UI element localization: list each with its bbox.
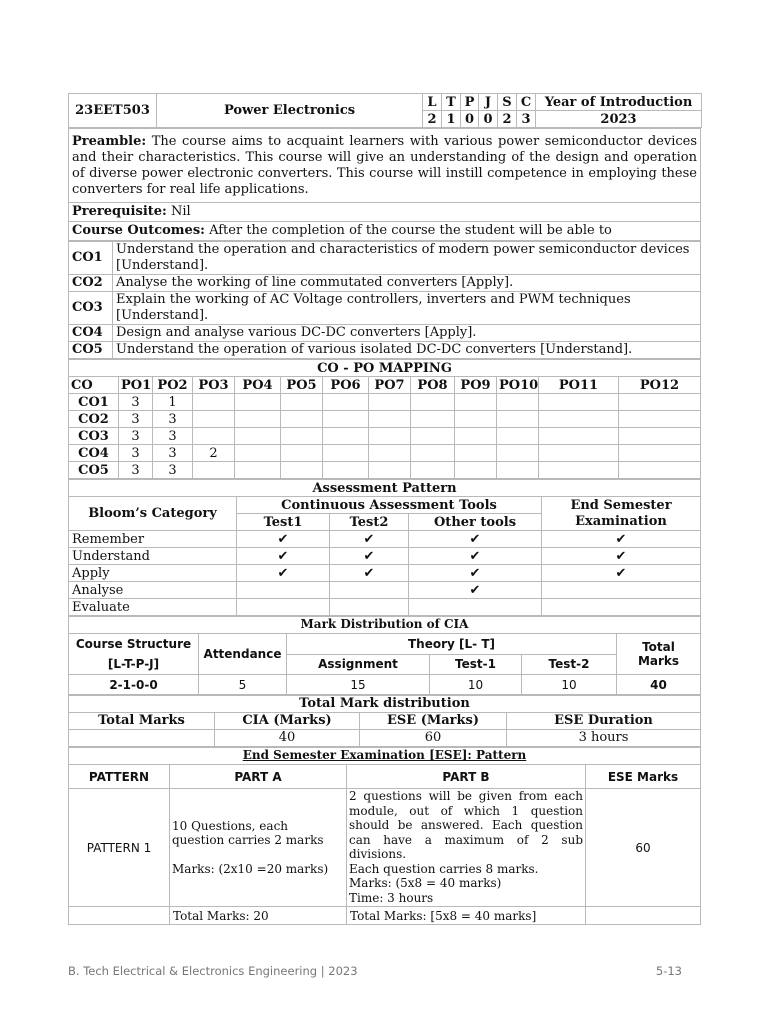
check-mark: ✔ xyxy=(542,548,701,565)
check-mark: ✔ xyxy=(542,565,701,582)
outcome-text: Analyse the working of line commutated converters [Apply]. xyxy=(113,275,701,292)
mapping-title: CO - PO MAPPING xyxy=(69,360,701,377)
total-dist-title: Total Mark distribution xyxy=(69,696,701,713)
pattern-name: PATTERN 1 xyxy=(69,789,170,907)
mapping-cell xyxy=(455,428,497,445)
mapping-cell xyxy=(539,428,619,445)
test1-value: 10 xyxy=(430,675,522,695)
ese-duration-value: 3 hours xyxy=(507,730,701,747)
test1-head: Test-1 xyxy=(430,654,522,675)
mapping-col-head: PO5 xyxy=(281,377,323,394)
outcome-code: CO5 xyxy=(69,342,113,359)
part-b-col-head: PART B xyxy=(347,765,586,789)
year-label: Year of Introduction xyxy=(536,94,702,111)
check-mark xyxy=(237,582,330,599)
prerequisite-label: Prerequisite: xyxy=(72,204,167,219)
prerequisite-text: Nil xyxy=(166,204,191,219)
check-mark: ✔ xyxy=(409,565,542,582)
total-marks-value: 40 xyxy=(617,675,701,695)
check-mark: ✔ xyxy=(542,531,701,548)
outcomes-label: Course Outcomes: xyxy=(72,223,205,238)
test2-value: 10 xyxy=(522,675,617,695)
bloom-category: Evaluate xyxy=(69,599,237,616)
year-value: 2023 xyxy=(536,111,702,128)
part-a-questions: 10 Questions, each question carries 2 marks xyxy=(172,818,324,848)
ltpjsc-head: T xyxy=(442,94,461,111)
bloom-category: Apply xyxy=(69,565,237,582)
mapping-cell xyxy=(539,462,619,479)
mapping-cell xyxy=(497,428,539,445)
part-b-total: Total Marks: [5x8 = 40 marks] xyxy=(347,907,586,925)
page-footer xyxy=(68,964,682,978)
cia-marks-value: 40 xyxy=(215,730,360,747)
ese-marks-col-head: ESE Marks xyxy=(586,765,701,789)
mapping-cell xyxy=(281,462,323,479)
mapping-cell xyxy=(323,462,369,479)
mapping-cell xyxy=(411,428,455,445)
mapping-col-head: PO12 xyxy=(619,377,701,394)
mapping-cell xyxy=(281,394,323,411)
assessment-title: Assessment Pattern xyxy=(69,480,701,497)
ltpjsc-head: C xyxy=(517,94,536,111)
preamble-label: Preamble: xyxy=(72,133,147,149)
mapping-cell: 2 xyxy=(193,445,235,462)
mapping-co-label: CO5 xyxy=(69,462,119,479)
part-b-time: Time: 3 hours xyxy=(349,890,434,905)
course-code: 23EET503 xyxy=(69,94,157,128)
ltpjsc-head: L xyxy=(423,94,442,111)
preamble-text: The course aims to acquaint learners with various power semiconductor devices and their characteristics. This course will give an understanding of the design and operation of diverse power electronic converters. This course will instill competence in employing these converters for real life applications. xyxy=(72,133,697,197)
ltpjsc-head: P xyxy=(461,94,479,111)
mapping-cell xyxy=(539,411,619,428)
assessment-row xyxy=(69,531,701,548)
assessment-row xyxy=(69,582,701,599)
attendance-value: 5 xyxy=(199,675,287,695)
mapping-cell xyxy=(497,462,539,479)
mapping-co-label: CO2 xyxy=(69,411,119,428)
check-mark xyxy=(330,582,409,599)
mapping-row xyxy=(69,394,701,411)
mapping-cell xyxy=(193,428,235,445)
mapping-cell xyxy=(369,428,411,445)
mapping-cell xyxy=(539,394,619,411)
mapping-col-head: PO1 xyxy=(119,377,153,394)
mapping-co-label: CO3 xyxy=(69,428,119,445)
check-mark xyxy=(409,599,542,616)
mapping-cell xyxy=(619,428,701,445)
mapping-cell xyxy=(411,394,455,411)
part-a-col-head: PART A xyxy=(170,765,347,789)
mapping-cell xyxy=(455,394,497,411)
mapping-cell xyxy=(619,411,701,428)
co-po-mapping-table xyxy=(68,359,701,479)
tool-head: Test2 xyxy=(330,514,409,531)
mapping-cell xyxy=(323,428,369,445)
assignment-value: 15 xyxy=(287,675,430,695)
mapping-cell xyxy=(497,445,539,462)
outcome-text: Design and analyse various DC-DC converters [Apply]. xyxy=(113,325,701,342)
mapping-cell xyxy=(411,411,455,428)
ltpjsc-value: 0 xyxy=(479,111,498,128)
total-marks-head: Total Marks xyxy=(617,634,701,675)
assignment-head: Assignment xyxy=(287,654,430,675)
outcome-code: CO4 xyxy=(69,325,113,342)
mapping-cell xyxy=(235,445,281,462)
mapping-row xyxy=(69,428,701,445)
cia-marks-col-head: CIA (Marks) xyxy=(215,713,360,730)
mapping-cell xyxy=(411,462,455,479)
mapping-cell xyxy=(323,445,369,462)
ltpjsc-head: S xyxy=(498,94,517,111)
course-header-table xyxy=(68,93,702,128)
mapping-cell: 3 xyxy=(119,428,153,445)
bloom-category: Remember xyxy=(69,531,237,548)
part-b-marks: Marks: (5x8 = 40 marks) xyxy=(349,876,502,890)
end-semester-head: End Semester Examination xyxy=(542,497,701,531)
outcome-code: CO1 xyxy=(69,242,113,275)
page-number: 5-13 xyxy=(655,964,682,978)
mapping-cell: 3 xyxy=(153,411,193,428)
mapping-cell: 3 xyxy=(119,462,153,479)
theory-head: Theory [L- T] xyxy=(287,634,617,655)
assessment-row xyxy=(69,599,701,616)
mapping-cell xyxy=(619,394,701,411)
ese-pattern-table xyxy=(68,747,701,925)
check-mark: ✔ xyxy=(330,548,409,565)
tool-head: Test1 xyxy=(237,514,330,531)
mapping-cell xyxy=(281,428,323,445)
cia-marks-table xyxy=(68,616,701,695)
mapping-cell: 3 xyxy=(119,411,153,428)
check-mark xyxy=(330,599,409,616)
tool-head: Other tools xyxy=(409,514,542,531)
mapping-col-head: PO7 xyxy=(369,377,411,394)
mapping-cell: 3 xyxy=(153,445,193,462)
ese-title: End Semester Examination [ESE]: Pattern xyxy=(69,748,701,765)
mapping-cell xyxy=(193,462,235,479)
mapping-cell xyxy=(323,394,369,411)
assessment-pattern-table xyxy=(68,479,701,616)
part-b-questions: 2 questions will be given from each module, out of which 1 question should be answered. Each question can have a maximum of 2 sub divisions. xyxy=(349,789,583,861)
check-mark: ✔ xyxy=(237,565,330,582)
mapping-row xyxy=(69,462,701,479)
mapping-cell xyxy=(235,428,281,445)
mapping-col-head: PO4 xyxy=(235,377,281,394)
mapping-cell xyxy=(455,445,497,462)
outcomes-intro: After the completion of the course the student will be able to xyxy=(204,223,612,238)
outcome-text: Explain the working of AC Voltage controllers, inverters and PWM techniques [Understand]. xyxy=(113,292,701,325)
mapping-col-head: PO3 xyxy=(193,377,235,394)
part-b-each: Each question carries 8 marks. xyxy=(349,861,539,876)
mapping-cell xyxy=(235,411,281,428)
mapping-cell xyxy=(323,411,369,428)
ltpjsc-value: 2 xyxy=(498,111,517,128)
mapping-cell xyxy=(369,411,411,428)
mapping-cell xyxy=(411,445,455,462)
outcome-code: CO3 xyxy=(69,292,113,325)
mapping-co-label: CO4 xyxy=(69,445,119,462)
pattern-col-head: PATTERN xyxy=(69,765,170,789)
course-name: Power Electronics xyxy=(157,94,423,128)
ese-marks-value: 60 xyxy=(586,789,701,907)
mapping-cell: 3 xyxy=(153,462,193,479)
check-mark: ✔ xyxy=(237,531,330,548)
outcome-code: CO2 xyxy=(69,275,113,292)
mapping-col-head: PO6 xyxy=(323,377,369,394)
bloom-category: Analyse xyxy=(69,582,237,599)
mapping-col-head: PO10 xyxy=(497,377,539,394)
ltpjsc-value: 3 xyxy=(517,111,536,128)
cia-title: Mark Distribution of CIA xyxy=(69,617,701,634)
course-outcomes-table xyxy=(68,241,701,359)
footer-program: B. Tech Electrical & Electronics Engineering | 2023 xyxy=(68,964,358,978)
mapping-cell xyxy=(455,462,497,479)
check-mark: ✔ xyxy=(409,548,542,565)
mapping-col-head: CO xyxy=(69,377,119,394)
check-mark xyxy=(237,599,330,616)
mapping-cell: 1 xyxy=(153,394,193,411)
mapping-cell xyxy=(193,394,235,411)
check-mark: ✔ xyxy=(409,582,542,599)
syllabus-document xyxy=(68,93,701,925)
bloom-category-head: Bloom’s Category xyxy=(69,497,237,531)
check-mark: ✔ xyxy=(330,565,409,582)
mapping-cell xyxy=(281,445,323,462)
mapping-cell xyxy=(619,462,701,479)
part-a-marks: Marks: (2x10 =20 marks) xyxy=(172,861,329,876)
continuous-tools-head: Continuous Assessment Tools xyxy=(237,497,542,514)
course-structure-head: Course Structure [L-T-P-J] xyxy=(69,634,199,675)
mapping-col-head: PO9 xyxy=(455,377,497,394)
mapping-col-head: PO11 xyxy=(539,377,619,394)
total-marks-col-head: Total Marks xyxy=(69,713,215,730)
mapping-cell xyxy=(539,445,619,462)
check-mark: ✔ xyxy=(409,531,542,548)
mapping-cell xyxy=(369,445,411,462)
structure-value: 2-1-0-0 xyxy=(69,675,199,695)
part-a-total: Total Marks: 20 xyxy=(170,907,347,925)
mapping-col-head: PO2 xyxy=(153,377,193,394)
mapping-cell xyxy=(619,445,701,462)
attendance-head: Attendance xyxy=(199,634,287,675)
test2-head: Test-2 xyxy=(522,654,617,675)
mapping-co-label: CO1 xyxy=(69,394,119,411)
outcome-text: Understand the operation and characteristics of modern power semiconductor devices [Understand]. xyxy=(113,242,701,275)
mapping-cell xyxy=(235,394,281,411)
ltpjsc-value: 0 xyxy=(461,111,479,128)
assessment-row xyxy=(69,565,701,582)
mapping-cell xyxy=(369,462,411,479)
ltpjsc-value: 1 xyxy=(442,111,461,128)
mapping-cell xyxy=(455,411,497,428)
bloom-category: Understand xyxy=(69,548,237,565)
ltpjsc-value: 2 xyxy=(423,111,442,128)
mapping-row xyxy=(69,411,701,428)
ese-duration-col-head: ESE Duration xyxy=(507,713,701,730)
mapping-cell xyxy=(497,394,539,411)
ese-marks-value: 60 xyxy=(360,730,507,747)
outcome-text: Understand the operation of various isolated DC-DC converters [Understand]. xyxy=(113,342,701,359)
mapping-cell xyxy=(497,411,539,428)
total-marks-cell xyxy=(69,730,215,747)
ese-marks-col-head: ESE (Marks) xyxy=(360,713,507,730)
mapping-cell: 3 xyxy=(119,445,153,462)
total-distribution-table xyxy=(68,695,701,747)
check-mark xyxy=(542,582,701,599)
mapping-cell xyxy=(235,462,281,479)
mapping-col-head: PO8 xyxy=(411,377,455,394)
mapping-cell xyxy=(369,394,411,411)
mapping-cell xyxy=(193,411,235,428)
assessment-row xyxy=(69,548,701,565)
ltpjsc-head: J xyxy=(479,94,498,111)
mapping-row xyxy=(69,445,701,462)
check-mark xyxy=(542,599,701,616)
mapping-cell xyxy=(281,411,323,428)
preamble-table xyxy=(68,128,701,241)
mapping-cell: 3 xyxy=(119,394,153,411)
mapping-cell: 3 xyxy=(153,428,193,445)
check-mark: ✔ xyxy=(237,548,330,565)
check-mark: ✔ xyxy=(330,531,409,548)
